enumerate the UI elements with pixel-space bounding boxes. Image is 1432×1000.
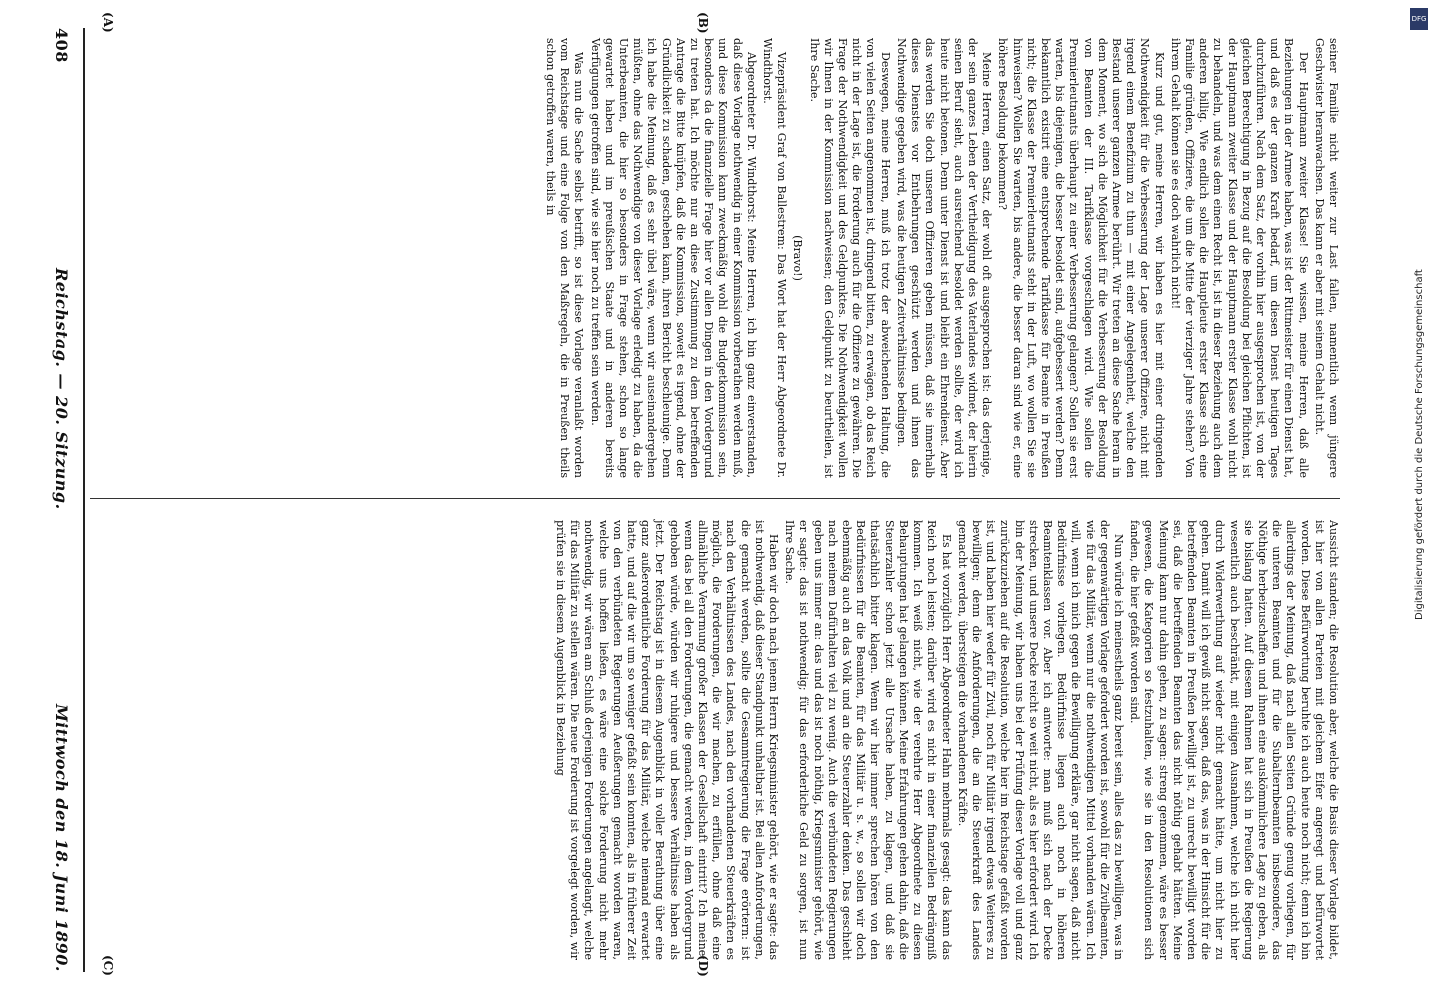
paragraph: Der Hauptmann zweiter Klasse! Sie wissen, meine Herren, daß alle Beziehungen in der Armee haben, was ist der Rittmeister für einen Dienst hat, und daß es der ganzen Kraft bedarf, um diesen Dienst heutigen Tages durchzuführen. Nach dem Satz, der vorhin hier ausgesprochen ist, von der gleichen Berechtigung in Bezug auf die Besoldung bei gleichen Pflichten, ist der Hauptmann zweiter Klasse und der Hauptmann erster Klasse wohl nicht zu behandeln, und was dem einen Recht ist, ist in dieser Beziehung auch dem anderen billig. Wie endlich sollen die Hauptleute erster Klasse sich eine Familie gründen, Offiziere, die um die Mitte der vierziger Jahre stehen? Von ihrem Gehalt können sie es doch wahrlich nicht!	[1168, 38, 1310, 478]
column-divider	[90, 498, 1340, 499]
page-number: 408	[52, 28, 71, 63]
paragraph: Haben wir doch nach jenem Herrn Kriegsminister gehört, wie er sagte: das ist nothwendig, daß dieser Standpunkt unhaltbar ist. Bei allen Anforderungen, die gemacht werden, sollte die Gesammtregierung die Frage erörtern: ist nach den Verhältnissen des Landes, nach den vorhandenen Steuerkräften es möglich, die Forderungen, die wir machen, zu erfüllen, ohne daß eine allmähliche Verarmung großer Klassen der Gesellschaft eintritt? Ich meine: wenn das bei all den Forderungen, die gemacht werden, in dem Vordergrund gehoben würde, würden wir ruhigere und bessere Verhältnisse haben als jetzt. Der Reichstag ist in diesem Augenblick in voller Berathung über eine ganz außerordentliche Forderung für das Militär, welche niemand erwartet hatte, und auf die wir um so weniger gefaßt sein konnten, als in früherer Zeit von den verbündeten Regierungen Aeußerungen gemacht worden waren, welche uns hoffen ließen, es wäre eine solche Forderung nicht mehr nothwendig, wir wären am Schluß derjenigen Forderungen angelangt, welche für das Militär zu stellen wären. Die neue Forderung ist vorgelegt worden, wir prüfen sie in diesem Augenblick in Beziehung	[554, 520, 781, 960]
paragraph: Was nun die Sache selbst betrifft, so ist diese Vorlage veranlaßt worden vom Reichstage und eine Folge von den Maßregeln, die in Preußen theils schon getroffen waren, theils in	[544, 38, 586, 478]
header-rule	[83, 28, 85, 972]
margin-marker-c: (C)	[101, 955, 115, 976]
paragraph: seiner Familie nicht weiter zur Last fallen, namentlich wenn jüngere Geschwister heranwachsen. Das kann er aber mit seinem Gehalt nicht.	[1312, 38, 1340, 478]
dfg-logo: DFG	[1410, 8, 1428, 30]
session-date: Mittwoch den 18. Juni 1890.	[52, 703, 71, 972]
paragraph: Abgeordneter Dr. Windthorst: Meine Herren, ich bin ganz einverstanden, daß diese Vorlage nothwendig in einer Kommission vorberathen werden muß, und diese Kommission kann zweckmäßig wohl die Budgetkommission sein, besonders da die finanzielle Frage hier vor allen Dingen in den Vordergrund zu treten hat. Ich möchte nur an diese Zustimmung zu dem betreffenden Antrage die Bitte knüpfen, daß die Kommission, soweit es irgend, ohne der Gründlichkeit zu schaden, geschehen kann, ihren Bericht beschleunige. Denn ich habe die Meinung, daß es sehr übel wäre, wenn wir auseinandergehen müßten, ohne das Nothwendige von dieser Vorlage erledigt zu haben, da die Unterbeamten, die hier so besonders in Frage stehen, schon so lange gewartet haben und im preußischen Staate und in anderen bereits Verfügungen getroffen sind, wie sie hier noch zu treffen sein werden.	[588, 38, 758, 478]
paragraph: Nun würde ich meinestheils ganz bereit sein, alles das zu bewilligen, was in der gegenwärtigen Vorlage gefordert worden ist, sowohl für die Zivilbeamten, wie für das Militär, wenn nur die nothwendigen Mittel vorhanden wären. Ich will, wenn ich mich gegen die Bewilligung erkläre, gar nicht sagen, daß nicht Bedürfnisse vorliegen. Bedürfnisse liegen auch noch in höheren Beamtenklassen vor. Aber ich antworte: man muß sich nach der Decke strecken, und unsere Decke reicht so weit nicht, als es hier erfordert wird. Ich bin der Meinung, wir haben uns bei der Prüfung dieser Vorlage voll und ganz zurückzuziehen auf die Resolution, welche hier im Reichstage gefaßt worden ist, und haben hier weder für Zivil, noch für Militär irgend etwas Weiteres zu bewilligen; denn die Anforderungen, die an die Steuerkraft des Landes gemacht werden, übersteigen die vorhandenen Kräfte.	[955, 520, 1125, 960]
margin-marker-d: (D)	[696, 955, 710, 977]
margin-marker-a: (A)	[101, 12, 115, 33]
paragraph: Aussicht standen; die Resolution aber, welche die Basis dieser Vorlage bildet, ist hier von allen Parteien mit gleichem Eifer angeregt und befürwortet worden. Diese Befürwortung beruhte ich auch heute noch nicht; denn ich bin allerdings der Meinung, daß nach allen Seiten Gründe genug vorliegen, für die unteren Beamten und für die Subalternbeamten insbesondere, das Nöthige herbeizuschaffen und ihnen eine auskömmlichere Lage zu geben, als sie bislang hatten. Auf diesem Rahmen hat sich in Preußen die Regierung wesentlich auch beschränkt, mit einigen Ausnahmen, welche ich nicht hier durch Widerwerthung auf wieder nicht gemacht hätte, um nicht hier zu gehen. Damit will ich gewiß nicht sagen, daß das, was in der Hinsicht für die betreffenden Beamten in Preußen bewilligt ist, zu unrecht bewilligt worden sei, daß die betreffenden Beamten das nicht nöthig gehabt hätten. Meine Meinung kann nur dahin gehen, zu sagen: streng genommen, wäre es besser gewesen, die Kategorien so festzuhalten, wie sie in den Resolutionen sich fanden, die hier gefaßt worden sind.	[1128, 520, 1340, 960]
session-title: Reichstag. — 20. Sitzung.	[52, 268, 71, 510]
left-column	[100, 38, 1340, 478]
applause-note: (Bravo!)	[791, 235, 805, 281]
running-header	[45, 28, 75, 972]
paragraph: Es hat vorzüglich Herr Abgeordneter Hahn mehrmals gesagt: das kann das Reich noch leisten; darüber wird es nicht in einer finanziellen Bedrängniß kommen. Ich weiß nicht, wie der verehrte Herr Abgeordnete zu diesen Behauptungen hat gelangen können. Meine Erfahrungen gehen dahin, daß die Steuerzahler schon jetzt alle Ursache haben, zu klagen, und daß sie thatsächlich bitter klagen. Wenn wir hier immer sprechen hören von den Bedürfnissen für die Beamten, für das Militär u. s. w., so sollen wir doch ebenmäßig auch an das Volk und an die Steuerzahler denken. Das geschieht nach meinem Dafürhalten viel zu wenig. Auch die verbündeten Regierungen geben uns immer an: das und das ist noch nöthig, Kriegsminister gehört, wie er sagte: das ist nothwendig; für das erforderliche Geld zu sorgen, ist nun Ihre Sache.	[783, 520, 953, 960]
paragraph: Deswegen, meine Herren, muß ich trotz der abweichenden Haltung, die von vielen Seiten angenommen ist, dringend bitten, zu erwägen, ob das Reich nicht in der Lage ist, die Forderung auch für die Offiziere zu gewähren. Die Frage der Nothwendigkeit und des Geldpunktes. Die Nothwendigkeit wollen wir Ihnen in der Kommission nachweisen; den Geldpunkt zu beurtheilen, ist Ihre Sache.	[807, 38, 892, 478]
digitization-credit: Digitalisierung gefördert durch die Deutsche Forschungsgemeinschaft	[1414, 269, 1425, 620]
paragraph: Meine Herren, einen Satz, der wohl oft ausgesprochen ist: das derjenige, der sein ganzes Leben der Vertheidigung des Vaterlandes widmet, der hierin seinen Beruf sieht, auch ausreichend besoldet werden sollte, der wird ich heute nicht betonen. Denn unter Dienst ist und bleibt ein Ehrendienst. Aber das werden Sie doch unseren Offizieren geben müssen, daß sie innerhalb dieses Dienstes vor Entbehrungen geschützt werden und ihnen das Nothwendige gegeben wird, was die heutigen Zeitverhältnisse bedingen.	[894, 38, 994, 478]
margin-marker-b: (B)	[696, 12, 710, 34]
paragraph: Kurz und gut, meine Herren, wir haben es hier mit einer dringenden Nothwendigkeit für die Verbesserung der Lage unserer Offiziere, nicht mit irgend einem Benefizium zu thun — mit einer Angelegenheit, welche den Bestand unserer ganzen Armee berührt. Wir treten an diese Sache heran in dem Moment, wo sich die Möglichkeit für die Verbesserung der Besoldung von Beamten der III. Tarifklasse vorgeschlagen wird. Wie sollen die Premierleutnants überhaupt zu einer Verbesserung gelangen? Sollen sie erst warten, bis diejenigen, die besser besoldet sind, aufgebessert werden? Denn bekanntlich existirt eine entsprechende Tarifklasse für Beamte in Preußen nicht; die Klasse der Premierleutnants steht in der Luft, wo wollen Sie sie hinweisen? Wollen Sie warten, bis andere, die besser daran sind wie er, eine höhere Besoldung bekommen?	[996, 38, 1166, 478]
speaker-intro: Vizepräsident Graf von Ballestrem: Das Wort hat der Herr Abgeordnete Dr. Windthorst.	[761, 38, 789, 478]
right-column	[100, 520, 1340, 960]
